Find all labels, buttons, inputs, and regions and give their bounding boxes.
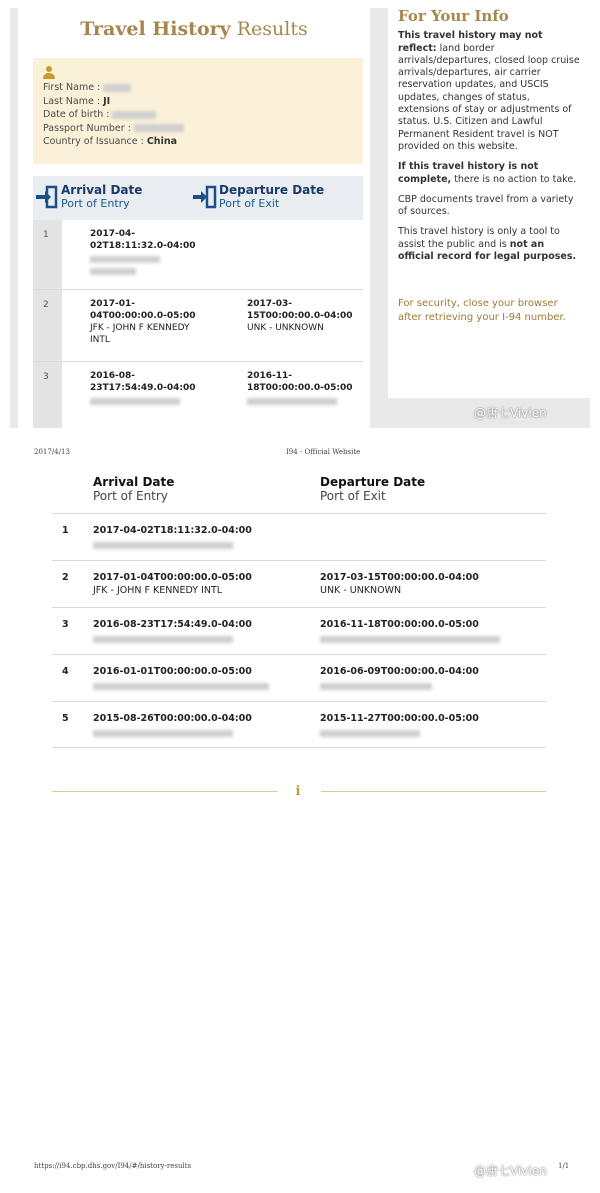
arrival-port: JFK - JOHN F KENNEDY INTL (90, 323, 190, 345)
info-icon: i (295, 784, 301, 799)
history-table-header (33, 176, 363, 220)
page-title (18, 18, 370, 40)
arrival-header-sub: Port of Entry (93, 489, 168, 503)
arrival-port-redacted (93, 730, 233, 737)
arrival-cell (93, 571, 313, 597)
arrival-port-redacted (90, 398, 180, 405)
results-panel (18, 8, 370, 428)
country-label: Country of Issuance : (43, 136, 144, 147)
table-row (52, 607, 546, 654)
passport-label: Passport Number : (43, 122, 131, 134)
row-number: 1 (43, 230, 49, 240)
table-row (52, 701, 546, 748)
arrival-date: 2017-04-02T18:11:32.0-04:00 (90, 229, 196, 251)
dob-label: Date of birth : (43, 109, 110, 120)
departure-header-title: Departure Date (320, 475, 426, 489)
divider-line (321, 791, 546, 792)
table-row (33, 362, 363, 428)
history-table-body (33, 220, 363, 428)
first-name-line (43, 81, 353, 95)
sidebar-title: For Your Info (398, 8, 509, 25)
info-paragraph (398, 226, 580, 263)
departure-cell (320, 618, 546, 644)
departure-date: 2016-11-18T00:00:00.0-05:00 (247, 371, 353, 393)
first-name-redacted (103, 84, 131, 92)
departure-header-title: Departure Date (219, 183, 325, 197)
arrival-column-header (61, 183, 142, 210)
arrival-port-redacted (93, 683, 269, 690)
watermark: @唐七Vivien (474, 406, 547, 420)
arrival-date: 2017-01-04T00:00:00.0-05:00 (93, 572, 252, 583)
departure-column-header (320, 475, 425, 503)
arrival-date: 2016-08-23T17:54:49.0-04:00 (90, 371, 196, 393)
print-header-date: 2017/4/13 (34, 448, 70, 456)
arrival-cell (93, 665, 313, 691)
info-paragraph (398, 161, 580, 186)
departure-icon (193, 185, 217, 209)
table-row (52, 560, 546, 607)
departure-column-header (219, 183, 324, 210)
arrival-port: JFK - JOHN F KENNEDY INTL (93, 585, 223, 596)
info-paragraph: CBP documents travel from a variety of sources. (398, 193, 574, 218)
arrival-date: 2016-08-23T17:54:49.0-04:00 (93, 619, 252, 630)
row-number: 2 (43, 300, 49, 310)
first-name-label: First Name : (43, 82, 101, 93)
user-icon (43, 66, 55, 79)
row-number: 4 (62, 666, 69, 677)
info-text: land border arrivals/departures, closed loop cruise arrivals/departures, air carrier reservation updates, and USCIS updates, changes of status, extensions of stay or adjustments of status. U.S. Citizen and Lawful Permanent Resident travel is NOT provided on this website. (398, 42, 580, 152)
print-header-title: I94 - Official Website (286, 448, 361, 456)
last-name-label: Last Name : (43, 95, 101, 107)
page-title-rest: Results (236, 18, 308, 40)
last-name-line (43, 95, 353, 109)
departure-cell (320, 571, 546, 597)
info-sidebar (388, 8, 590, 398)
arrival-date: 2017-04-02T18:11:32.0-04:00 (93, 525, 252, 536)
arrival-header-title: Arrival Date (93, 475, 175, 489)
departure-cell (320, 665, 546, 691)
info-bold: This travel history may not reflect: (398, 30, 543, 54)
divider-line (52, 791, 277, 792)
info-text: there is no action to take. (454, 173, 577, 185)
arrival-cell (90, 228, 208, 276)
section-divider (52, 784, 546, 800)
print-footer-page: 1/1 (558, 1162, 570, 1170)
country-value: China (146, 136, 177, 147)
info-bold: not an official record for legal purposes. (398, 238, 577, 263)
arrival-port-redacted (90, 256, 160, 263)
arrival-cell (90, 298, 208, 346)
arrival-cell (93, 618, 313, 644)
travel-history-screenshot (10, 8, 590, 428)
table-row (33, 290, 363, 362)
dob-line (43, 108, 353, 122)
arrival-icon (35, 185, 59, 209)
dob-redacted (112, 111, 156, 119)
departure-date: 2016-06-09T00:00:00.0-04:00 (320, 666, 479, 677)
row-number: 1 (62, 525, 69, 536)
row-number: 3 (43, 372, 49, 382)
table-row (33, 220, 363, 290)
info-bold: If this travel history is not complete, (398, 161, 539, 185)
departure-port: UNK - UNKNOWN (247, 323, 324, 333)
arrival-date: 2015-08-26T00:00:00.0-04:00 (93, 713, 252, 724)
departure-header-sub: Port of Exit (219, 197, 280, 210)
departure-date: 2017-03-15T00:00:00.0-04:00 (247, 299, 353, 321)
departure-header-sub: Port of Exit (320, 489, 386, 503)
table-row (52, 654, 546, 701)
security-note: For security, close your browser after retrieving your I-94 number. (398, 298, 566, 323)
arrival-date: 2016-01-01T00:00:00.0-05:00 (93, 666, 252, 677)
arrival-cell (93, 712, 313, 738)
departure-cell (320, 712, 546, 738)
table-row (52, 513, 546, 560)
departure-cell (247, 370, 365, 406)
arrival-cell (90, 370, 208, 406)
arrival-header-sub: Port of Entry (61, 197, 130, 210)
country-line (43, 135, 353, 149)
info-paragraph (398, 30, 580, 153)
departure-date: 2016-11-18T00:00:00.0-05:00 (320, 619, 479, 630)
passport-line (43, 122, 353, 136)
traveler-info-card (33, 58, 363, 164)
row-number: 5 (62, 713, 69, 724)
departure-port-redacted (320, 730, 420, 737)
arrival-column-header (93, 475, 174, 503)
watermark: @唐七Vivien (474, 1164, 547, 1178)
arrival-header-title: Arrival Date (61, 183, 143, 197)
info-text: This travel history is only a tool to assist the public and is (398, 226, 560, 250)
passport-redacted (134, 124, 184, 132)
row-number: 3 (62, 619, 69, 630)
page-title-bold: Travel History (80, 18, 231, 40)
last-name-value: JI (103, 95, 111, 107)
arrival-date: 2017-01-04T00:00:00.0-05:00 (90, 299, 196, 321)
departure-cell (247, 298, 365, 334)
printed-page (10, 440, 590, 1180)
departure-date: 2015-11-27T00:00:00.0-05:00 (320, 713, 479, 724)
arrival-port-redacted (93, 636, 233, 643)
departure-port-redacted (320, 683, 432, 690)
arrival-cell (93, 524, 313, 550)
arrival-port-redacted (93, 542, 233, 549)
departure-port-redacted (247, 398, 337, 405)
departure-port-redacted (320, 636, 500, 643)
print-footer-url: https://i94.cbp.dhs.gov/I94/#/history-results (34, 1162, 192, 1170)
row-number: 2 (62, 572, 69, 583)
arrival-port-redacted (90, 268, 136, 275)
departure-date: 2017-03-15T00:00:00.0-04:00 (320, 572, 479, 583)
departure-port: UNK - UNKNOWN (320, 585, 402, 596)
